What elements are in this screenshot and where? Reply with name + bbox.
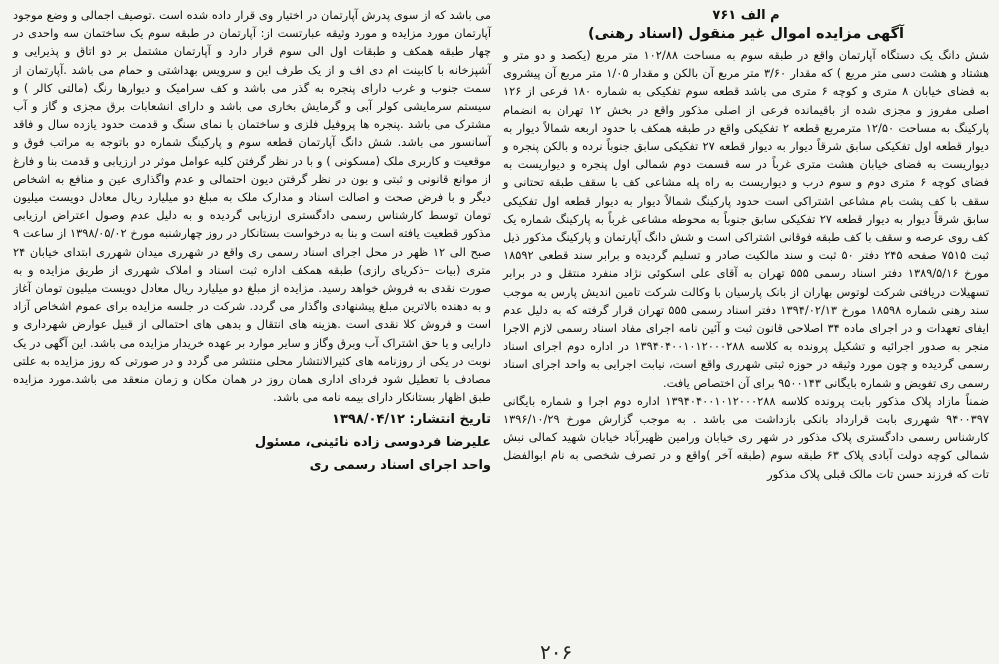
signer-name: علیرضا فردوسی زاده نائینی، مسئول bbox=[254, 435, 491, 451]
notice-title: آگهی مزایده اموال غیر منقول (اسناد رهنی) bbox=[588, 26, 904, 42]
notice-right-column bbox=[503, 6, 989, 658]
handwritten-mark: ۲۰۶ bbox=[540, 640, 573, 664]
notice-paragraph: شش دانگ یک دستگاه آپارتمان واقع در طبقه سوم به مساحت ۱۰۲/۸۸ متر مربع (یکصد و دو متر و هشتاد و هشت دسی متر مربع ) که مقدار ۳/۶۰ متر مربع آن بالکن و مقدار ۱/۰۵ متر مربع آن پیشروی به فضای خیابان ۸ متری و کوچه ۶ متری می باشد قطعه سوم تفکیکی به شماره ۱۸۰ فرعی از ۱۲۶ اصلی مفروز و مجزی شده از باقیمانده فرعی از اصلی مذکور واقع در بخش ۱۲ تهران به انضمام پارکینگ به مساحت ۱۲/۵۰ مترمربع قطعه ۲ تفکیکی واقع در طبقه همکف با حدود اربعه شمالاً دیوار به دیوار قطعه اول تفکیکی سابق شرقاً دیوار به دیوار قطعه ۲۷ تفکیکی سابق جنوباً نرده و بالکن پنجره و دیواریست به فضای خیابان هشت متری غرباً در سه قسمت دوم شمالی اول پنجره و دیواریست به فضای کوچه ۶ متری دوم و سوم درب و دیواریست به راه پله مشاعی کف با سقف طبقه تحتانی و سقف با کف پشت بام مشاعی اشتراکی است حدود پارکینگ شمالاً دیوار به دیوار قطعه اول تفکیکی سابق شرقاً دیوار به دیوار قطعه ۲۷ تفکیکی سابق جنوباً به محوطه مشاعی غرباً به پارکینگ شماره یک کف روی عرصه و سقف با کف طبقه فوقانی اشتراکی است و شش دانگ آپارتمان و پارکینگ مذکور ذیل ثبت ۷۵۱۵ صفحه ۲۴۵ دفتر ۵۰ ثبت و سند مالکیت صادر و تسلیم گردیده و برابر سند قطعی ۱۸۵۹۲ مورخ ۱۳۸۹/۵/۱۶ دفتر اسناد رسمی ۵۵۵ تهران به آقای علی اسکوئی نژاد منفرد منتقل و در برابر تسهیلات دریافتی شرکت لوتوس بهاران از بانک پارسیان با وکالت شرکت تامین اندیش پارس به موجب سند رهنی شماره ۱۸۵۹۸ مورخ ۱۳۹۴/۰۲/۱۳ دفتر اسناد رسمی ۵۵۵ تهران قرار گرفته که به دلیل عدم ایفای تعهدات و در اجرای ماده ۳۴ اصلاحی قانون ثبت و آئین نامه اجرای مفاد اسناد رسمی لازم الاجرا منجر به صدور اجرائیه و تشکیل پرونده به کلاسه ۱۳۹۴۰۴۰۰۱۰۱۲۰۰۰۲۸۸ در اداره دوم اجرای اسناد رسمی گردیده و چون مورد وثیقه در حوزه ثبتی شهرری واقع است، نیابت اجرایی به واحد اجرای اسناد رسمی ری تفویض و شماره بایگانی ۹۵۰۰۱۴۳ برای آن اختصاص یافت. bbox=[503, 48, 990, 390]
notice-paragraph: ضمناً مازاد پلاک مذکور بابت پرونده کلاسه ۱۳۹۴۰۴۰۰۱۰۱۲۰۰۰۲۸۸ اداره دوم اجرا و شماره بایگانی ۹۴۰۰۳۹۷ شهرری بابت قرارداد بانکی بازداشت می باشد . به موجب گزارش مورخ ۱۳۹۶/۱۰/۲۹ کارشناس رسمی دادگستری پلاک مذکور در شهر ری خیابان ورامین ظهیرآباد خیابان شهید کمالی نبش شمالی کوچه دولت آبادی پلاک ۶۳ طبقه سوم (طبقه آخر )واقع و در تصرف شخصی به نام ابوالفضل تات که فرزند حسن تات مالک قبلی پلاک مذکور bbox=[503, 393, 990, 481]
publish-date: تاریخ انتشار: ۱۳۹۸/۰۴/۱۲ bbox=[332, 412, 491, 428]
signer-unit: واحد اجرای اسناد رسمی ری bbox=[309, 458, 491, 474]
notice-left-column bbox=[13, 6, 491, 658]
notice-reference: م الف ۷۶۱ bbox=[712, 8, 780, 23]
notice-paragraph: می باشد که از سوی پدرش آپارتمان در اختیار وی قرار داده شده است .توصیف اجمالی و وضع موجود آپارتمان مورد مزایده و مورد وثیقه عبارتست از: آپارتمان در طبقه سوم یک ساختمان سه واحدی در چهار طبقه همکف و طبقات اول الی سوم قرار دارد و آپارتمان مشتمل بر دو اتاق و پذیرایی و آشپزخانه با کابینت ام دی اف و از یک طرف این و سرویس بهداشتی و حمام می باشد .آپارتمان از سمت جنوب و غرب دارای پنجره به گذر می باشد و کف سرامیک و دیوارها رنگ (مالتی کالر ) و سیستم سرمایشی کولر آبی و گرمایش بخاری می باشد و دارای انشعابات برق مجزی و گاز و آب مشترک می باشد .پنجره ها پروفیل فلزی و ساختمان با نمای سنگ و قدمت حدود یازده سال و فاقد آسانسور می باشد. شش دانگ آپارتمان قطعه سوم و پارکینگ شماره دو باتوجه به مراتب فوق و موقعیت و کاربری ملک (مسکونی ) و با در نظر گرفتن کلیه عوامل موثر در ارزیابی و قدمت بنا و فارغ از موانع قانونی و ثبتی و بون در نظر گرفتن دیون احتمالی و عدم واگذاری عین و منافع به اشخاص دیگر و با فرض صحت و اصالت اسناد و مدارک ملک به مبلغ دو میلیارد ریال معادل دویست میلیون تومان توسط کارشناس رسمی دادگستری ارزیابی گردیده و به دلیل عدم وصول اعتراض ارزیابی مذکور قطعیت یافته است و بنا به درخواست بستانکار در روز چهارشنبه مورخ ۱۳۹۸/۰۵/۰۲ از ساعت ۹ صبح الی ۱۲ ظهر در محل اجرای اسناد رسمی ری واقع در شهرری میدان شهرری ابتدای خیابان ۲۴ متری (بیات –ذکریای رازی) طبقه همکف اداره ثبت اسناد و املاک شهرری از طریق مزایده و به صورت نقدی به فروش خواهد رسید. مزایده از مبلغ دو میلیارد ریال معادل دویست میلیون تومان آغاز و به دهنده بالاترین مبلغ پیشنهادی واگذار می گردد. شرکت در جلسه مزایده برای عموم اشخاص آزاد است و فروش کلا نقدی است .هزینه های انتقال و بدهی های احتمالی از قبیل عوارض شهرداری و دارایی و یا حق اشتراک آب وبرق وگاز و سایر موارد بر عهده خریدار مزایده می باشد. این آگهی در یک نوبت در یکی از روزنامه های کثیرالانتشار محلی منتشر می گردد و در صورتی که روز مزایده به علتی مصادف با تعطیل شود فردای اداری همان روز در همان مکان و زمان منعقد می باشد.مورد مزایده طبق اظهار بستانکار دارای بیمه نامه می باشد. bbox=[13, 8, 491, 405]
